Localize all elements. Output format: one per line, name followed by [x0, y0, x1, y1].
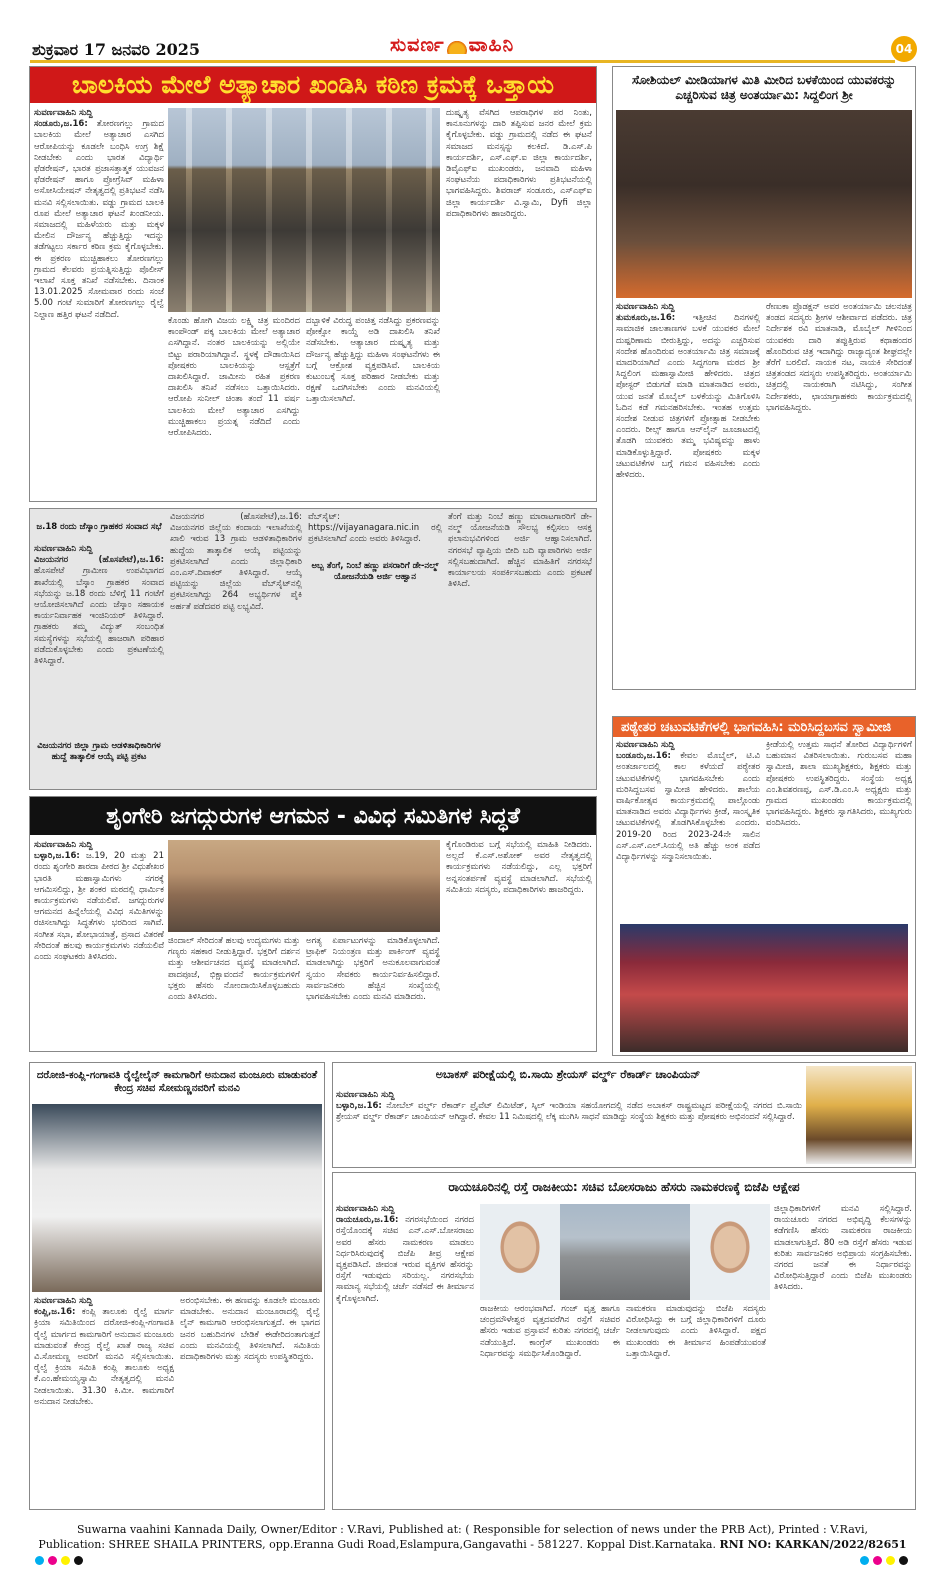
imprint-line-2	[0, 1537, 945, 1552]
yellow-dot	[61, 1556, 70, 1565]
story-2-byline: ಸುವರ್ಣವಾಹಿನಿ ಸುದ್ದಿ	[616, 302, 675, 312]
story-5-col-3	[306, 936, 440, 1048]
registration-marks-bottom	[0, 1556, 945, 1566]
school-function-photo	[620, 924, 908, 1052]
story-8-text-3: ನಾಮಕರಣ ಮಾಡುವುದನ್ನು ಬಿಜೆಪಿ ಸದಸ್ಯರು ವಿರೋಧಿಸಿದ್ದು ಈ ಬಗ್ಗೆ ಜಿಲ್ಲಾಧಿಕಾರಿಗಳಿಗೆ ದೂರು ನೀಡಲಾಗುವುದು ಎಂದು ತಿಳಿಸಿದ್ದಾರೆ. ಪಕ್ಷದ ಮುಖಂಡರು ಈ ತೀರ್ಮಾನ ಹಿಂಪಡೆಯುವಂತೆ ಒತ್ತಾಯಿಸಿದ್ದಾರೆ.	[626, 1304, 766, 1359]
story-1-col-2	[168, 316, 300, 498]
masthead	[0, 32, 945, 66]
story-1-text-4: ದುಷ್ಕೃತ್ಯ ವೆಸಗಿದ ಆಪರಾಧಿಗಳ ಪರ ನಿಂತು, ಕಾನೂನುಗಳನ್ನು ದಾರಿ ತಪ್ಪಿಸುವ ಜನರ ಮೇಲೆ ಕ್ರಮ ಕೈಗೊಳ್ಳಬೇಕು. ವಡ್ಡು ಗ್ರಾಮದಲ್ಲಿ ನಡೆದ ಈ ಘಟನೆ ಸಮಾಜದ ಮನಸ್ಸನ್ನು ಕಲಕಿದೆ. ಡಿ.ಎಸ್.ಪಿ ಕಾರ್ಯದರ್ಶಿ, ಎಸ್.ಎಫ್.ಐ ಜಿಲ್ಲಾ ಕಾರ್ಯದರ್ಶಿ, ಡಿವೈಎಫ್‌ಐ ಮುಖಂಡರು, ಜನವಾದಿ ಮಹಿಳಾ ಸಂಘಟನೆಯ ಪದಾಧಿಕಾರಿಗಳು ಪ್ರತಿಭಟನೆಯಲ್ಲಿ ಭಾಗವಹಿಸಿದ್ದರು. ಶಿವರಾಜ್ ಸಂಡೂರು, ಎಸ್‌ಎಫ್‌ಐ ಜಿಲ್ಲಾ ಕಾರ್ಯದರ್ಶಿ ವಿ.ಸ್ವಾಮಿ, Dyfi ಜಿಲ್ಲಾ ಪದಾಧಿಕಾರಿಗಳು ಹಾಜರಿದ್ದರು.	[446, 108, 592, 219]
story-5-headline: ಶೃಂಗೇರಿ ಜಗದ್ಗುರುಗಳ ಆಗಮನ - ವಿವಿಧ ಸಮಿತಿಗಳ ಸಿದ್ಧತೆ	[30, 797, 596, 835]
story-5-col-2	[168, 936, 300, 1048]
story-6-byline: ಸುವರ್ಣವಾಹಿನಿ ಸುದ್ದಿ	[34, 1296, 93, 1306]
story-7-dateline: ಬಳ್ಳಾರಿ,ಜ.16:	[336, 1101, 382, 1112]
story-8-col-1	[336, 1204, 474, 1328]
story-2-col-1	[616, 302, 760, 686]
story-4-dateline: ಬಂಡೂರು,ಜ.16:	[616, 751, 671, 762]
story-5-byline: ಸುವರ್ಣವಾಹಿನಿ ಸುದ್ದಿ	[34, 840, 93, 850]
memorandum-photo	[32, 1104, 322, 1292]
black-dot	[74, 1556, 83, 1565]
preparation-meeting-photo	[168, 840, 440, 932]
protest-photo	[168, 108, 440, 312]
story-6-text-2: ಅರಂಭಿಸಬೇಕು. ಈ ಹಣವನ್ನು ಕೂಡಲೇ ಮಂಜೂರು ಮಾಡಬೇಕು. ಅನುದಾನ ಮಂಜೂರಾದಲ್ಲಿ ರೈಲ್ವೆ ಲೈನ್ ಕಾಮಗಾರಿ ಆರಂಭಿಸಲಾಗುತ್ತದೆ. ಈ ಭಾಗದ ಜನರ ಬಹುದಿನಗಳ ಬೇಡಿಕೆ ಈಡೇರಿದಂತಾಗುತ್ತದೆ ಎಂದು ಮನವಿಯಲ್ಲಿ ತಿಳಿಸಲಾಗಿದೆ. ಸಮಿತಿಯ ಪದಾಧಿಕಾರಿಗಳು ಮತ್ತು ಸದಸ್ಯರು ಉಪಸ್ಥಿತರಿದ್ದರು.	[180, 1296, 320, 1363]
story-3-headline: ಜ.18 ರಂದು ಜೆಸ್ಕಾಂ ಗ್ರಾಹಕರ ಸಂವಾದ ಸಭೆ	[36, 521, 162, 532]
story-8-col-3	[626, 1304, 766, 1506]
story-4-col-2	[766, 740, 912, 918]
magenta-dot	[873, 1556, 882, 1565]
story-1-dateline: ಸಂಡೂರು,ಜ.16:	[34, 119, 88, 130]
story-6-dateline: ಕಂಪ್ಲಿ,ಜ.16:	[34, 1307, 76, 1318]
story-3-text-3: ವೆಬ್‌ಸೈಟ್: https://vijayanagara.nic.in ರಲ್ಲಿ ಪ್ರಕಟಿಸಲಾಗಿದೆ ಎಂದು ಅವರು ತಿಳಿಸಿದ್ದಾರೆ.	[308, 512, 442, 545]
masthead-rule	[30, 60, 895, 63]
trophy-winner-photo	[806, 1066, 912, 1164]
story-6-headline: ದರೋಜಿ-ಕಂಪ್ಲಿ-ಗಂಗಾವತಿ ರೈಲ್ವೇಲೈನ್ ಕಾಮಗಾರಿಗೆ ಅನುದಾನ ಮಂಜೂರು ಮಾಡುವಂತೆ ಕೇಂದ್ರ ಸಚಿವ ಸೋಮಣ್ಣನವರಿಗೆ ಮನವಿ	[36, 1070, 318, 1094]
story-6-col-1	[34, 1296, 174, 1506]
story-5-text-1: ಜ.19, 20 ಮತ್ತು 21 ರಂದು ಶೃಂಗೇರಿ ಶಾರದಾ ಪೀಠದ ಶ್ರೀ ವಿಧುಶೇಖರ ಭಾರತಿ ಮಹಾಸ್ವಾಮಿಗಳು ನಗರಕ್ಕೆ ಆಗಮಿಸಲಿದ್ದು, ಶ್ರೀ ಶಂಕರ ಮಠದಲ್ಲಿ ಧಾರ್ಮಿಕ ಕಾರ್ಯಕ್ರಮಗಳು ನಡೆಯಲಿವೆ. ಜಗದ್ಗುರುಗಳ ಆಗಮನದ ಹಿನ್ನೆಲೆಯಲ್ಲಿ ವಿವಿಧ ಸಮಿತಿಗಳನ್ನು ರಚಿಸಲಾಗಿದ್ದು ಸಿದ್ಧತೆಗಳು ಭರದಿಂದ ಸಾಗಿವೆ. ಸಂಗೀತ ಸಭಾ, ಶೋಭಾಯಾತ್ರೆ, ಪ್ರಸಾದ ವಿತರಣೆ ಸೇರಿದಂತೆ ಹಲವು ಕಾರ್ಯಕ್ರಮಗಳು ನಡೆಯಲಿವೆ ಎಂದು ಸಂಘಟಕರು ತಿಳಿಸಿದರು.	[34, 851, 164, 963]
logo-left: ಸುವರ್ಣ	[390, 34, 445, 56]
story-2-text-2: ರೇಣುಕಾ ಪ್ರೊಡಕ್ಷನ್ ಅವರ ಅಂತರ್ಯಾಮಿ ಚಲನಚಿತ್ರ ತಂಡದ ಸದಸ್ಯರು ಶ್ರೀಗಳ ಆಶೀರ್ವಾದ ಪಡೆದರು. ಚಿತ್ರ ನಿರ್ದೇಶಕ ರವಿ ಮಾತನಾಡಿ, ಮೊಬೈಲ್ ಗೀಳಿನಿಂದ ಯುವಕರು ದಾರಿ ತಪ್ಪುತ್ತಿರುವ ಕಥಾಹಂದರ ಹೊಂದಿರುವ ಚಿತ್ರ ಇದಾಗಿದ್ದು ರಾಜ್ಯಾದ್ಯಂತ ಶೀಘ್ರದಲ್ಲೇ ತೆರೆಗೆ ಬರಲಿದೆ. ನಾಯಕ ನಟ, ನಾಯಕಿ ಸೇರಿದಂತೆ ಚಿತ್ರತಂಡದ ಸದಸ್ಯರು ಉಪಸ್ಥಿತರಿದ್ದರು. ಅಂತರ್ಯಾಮಿ ಚಿತ್ರದಲ್ಲಿ ನಾಯಕರಾಗಿ ನಟಿಸಿದ್ದು, ಸಂಗೀತ ನಿರ್ದೇಶಕರು, ಛಾಯಾಗ್ರಾಹಕರು ಕಾರ್ಯಕ್ರಮದಲ್ಲಿ ಭಾಗವಹಿಸಿದ್ದರು.	[766, 302, 912, 413]
story-4-text-1: ಕೇವಲ ಮೊಬೈಲ್, ಟಿ.ವಿ ಅಂತರ್ಜಾಲದಲ್ಲಿ ಕಾಲ ಕಳೆಯದೆ ಪಠ್ಯೇತರ ಚಟುವಟಿಕೆಗಳಲ್ಲಿ ಭಾಗವಹಿಸಬೇಕು ಎಂದು ಮರಿಸಿದ್ದಬಸವ ಸ್ವಾಮೀಜಿ ಹೇಳಿದರು. ಶಾಲೆಯ ವಾರ್ಷಿಕೋತ್ಸವ ಕಾರ್ಯಕ್ರಮದಲ್ಲಿ ಪಾಲ್ಗೊಂಡು ಮಾತನಾಡಿದ ಅವರು ವಿದ್ಯಾರ್ಥಿಗಳು ಕ್ರೀಡೆ, ಸಾಂಸ್ಕೃತಿಕ ಚಟುವಟಿಕೆಗಳಲ್ಲಿ ತೊಡಗಿಸಿಕೊಳ್ಳಬೇಕು ಎಂದರು. 2019-20 ರಿಂದ 2023-24ನೇ ಸಾಲಿನ ಎಸ್.ಎಸ್.ಎಲ್.ಸಿಯಲ್ಲಿ ಅತಿ ಹೆಚ್ಚು ಅಂಕ ಪಡೆದ ವಿದ್ಯಾರ್ಥಿಗಳನ್ನು ಸನ್ಮಾನಿಸಲಾಯಿತು.	[616, 751, 760, 863]
story-5-col-1	[34, 840, 164, 1048]
story-3-col-1	[34, 544, 164, 730]
story-3-text-2: ವಿಜಯನಗರ (ಹೊಸಪೇಟೆ),ಜ.16: ವಿಜಯನಗರ ಜಿಲ್ಲೆಯ ಕಂದಾಯ ಇಲಾಖೆಯಲ್ಲಿ ಖಾಲಿ ಇರುವ 13 ಗ್ರಾಮ ಆಡಳಿತಾಧಿಕಾರಿಗಳ ಹುದ್ದೆಯ ತಾತ್ಕಾಲಿಕ ಆಯ್ಕೆ ಪಟ್ಟಿಯನ್ನು ಪ್ರಕಟಿಸಲಾಗಿದೆ ಎಂದು ಜಿಲ್ಲಾಧಿಕಾರಿ ಎಂ.ಎಸ್.ದಿವಾಕರ್ ತಿಳಿಸಿದ್ದಾರೆ. ಆಯ್ಕೆ ಪಟ್ಟಿಯನ್ನು ಜಿಲ್ಲೆಯ ವೆಬ್‌ಸೈಟ್‌ನಲ್ಲಿ ಪ್ರಕಟಿಸಲಾಗಿದ್ದು 264 ಅಭ್ಯರ್ಥಿಗಳ ಪೈಕಿ ಅರ್ಹತೆ ಪಡೆದವರ ಪಟ್ಟಿ ಲಭ್ಯವಿದೆ.	[170, 512, 302, 612]
story-2-text-1: ಇತ್ತೀಚಿನ ದಿನಗಳಲ್ಲಿ ಸಾಮಾಜಿಕ ಜಾಲತಾಣಗಳ ಬಳಕೆ ಯುವಕರ ಮೇಲೆ ದುಷ್ಪರಿಣಾಮ ಬೀರುತ್ತಿದ್ದು, ಅದನ್ನು ಎಚ್ಚರಿಸುವ ಸಂದೇಶ ಹೊಂದಿರುವ ಅಂತರ್ಯಾಮಿ ಚಿತ್ರ ಸಮಾಜಕ್ಕೆ ಮಾದರಿಯಾಗಿದೆ ಎಂದು ಸಿದ್ದಗಂಗಾ ಮಠದ ಶ್ರೀ ಸಿದ್ದಲಿಂಗ ಮಹಾಸ್ವಾಮೀಜಿ ಹೇಳಿದರು. ಚಿತ್ರದ ಪೋಸ್ಟರ್ ಬಿಡುಗಡೆ ಮಾಡಿ ಮಾತನಾಡಿದ ಅವರು, ಯುವ ಜನತೆ ಮೊಬೈಲ್ ಬಳಕೆಯನ್ನು ಮಿತಿಗೊಳಿಸಿ ಓದಿನ ಕಡೆ ಗಮನಹರಿಸಬೇಕು. ಇಂತಹ ಉತ್ತಮ ಸಂದೇಶ ನೀಡುವ ಚಿತ್ರಗಳಿಗೆ ಪ್ರೋತ್ಸಾಹ ನೀಡಬೇಕು ಎಂದರು. ರೀಲ್ಸ್ ಹಾಗೂ ಆನ್‌ಲೈನ್ ಜೂಜಾಟದಲ್ಲಿ ತೊಡಗಿ ಯುವಕರು ತಮ್ಮ ಭವಿಷ್ಯವನ್ನು ಹಾಳು ಮಾಡಿಕೊಳ್ಳುತ್ತಿದ್ದಾರೆ. ಪೋಷಕರು ಮಕ್ಕಳ ಚಟುವಟಿಕೆಗಳ ಬಗ್ಗೆ ಗಮನ ವಹಿಸಬೇಕು ಎಂದು ಹೇಳಿದರು.	[616, 313, 760, 481]
story-3-col-3	[308, 512, 442, 548]
story-1-byline: ಸುವರ್ಣವಾಹಿನಿ ಸುದ್ದಿ	[34, 108, 93, 118]
story-2-dateline: ತುಮಕೂರು,ಜ.16:	[616, 313, 676, 324]
imprint-line-1: Suwarna vaahini Kannada Daily, Owner/Editor : V.Ravi, Published at: ( Responsible for selection of news under the PRB Act), Printed : V.Ravi,	[76, 1523, 869, 1536]
story-3-col-2	[170, 512, 302, 786]
story-6-text-1: ಕಂಪ್ಲಿ ತಾಲೂಕು ರೈಲ್ವೆ ಮಾರ್ಗ ಕ್ರಿಯಾ ಸಮಿತಿಯಿಂದ ದರೋಜಿ-ಕಂಪ್ಲಿ-ಗಂಗಾವತಿ ರೈಲ್ವೆ ಮಾರ್ಗದ ಕಾಮಗಾರಿಗೆ ಅನುದಾನ ಮಂಜೂರು ಮಾಡುವಂತೆ ಕೇಂದ್ರ ರೈಲ್ವೆ ಖಾತೆ ರಾಜ್ಯ ಸಚಿವ ವಿ.ಸೋಮಣ್ಣ ಅವರಿಗೆ ಮನವಿ ಸಲ್ಲಿಸಲಾಯಿತು. ರೈಲ್ವೆ ಕ್ರಿಯಾ ಸಮಿತಿ ಕಂಪ್ಲಿ ತಾಲೂಕು ಅಧ್ಯಕ್ಷ ಕೆ.ಎಂ.ಹೇಮಯ್ಯಸ್ವಾಮಿ ನೇತೃತ್ವದಲ್ಲಿ ಮನವಿ ನೀಡಲಾಯಿತು. 31.30 ಕಿ.ಮೀ. ಕಾಮಗಾರಿಗೆ ಅನುದಾನ ನೀಡಬೇಕು.	[34, 1307, 174, 1407]
film-poster-launch-photo	[616, 110, 912, 298]
logo-right: ವಾಹಿನಿ	[468, 34, 515, 56]
story-3-byline: ಸುವರ್ಣವಾಹಿನಿ ಸುದ್ದಿ	[34, 544, 93, 554]
story-3-col-4	[448, 512, 592, 786]
story-1-text-1: ತೋರಣಗಲ್ಲು ಗ್ರಾಮದ ಬಾಲಕಿಯ ಮೇಲೆ ಅತ್ಯಾಚಾರ ಎಸಗಿದ ಆರೋಪಿಯನ್ನು ಕೂಡಲೇ ಬಂಧಿಸಿ ಉಗ್ರ ಶಿಕ್ಷೆ ನೀಡಬೇಕು ಎಂದು ಭಾರತ ವಿದ್ಯಾರ್ಥಿ ಫೆಡರೇಷನ್, ಭಾರತ ಪ್ರಜಾಸತ್ತಾತ್ಮಕ ಯುವಜನ ಫೆಡರೇಷನ್ ಹಾಗೂ ಪ್ರೋಗ್ರೆಸಿವ್ ಮಹಿಳಾ ಅಸೋಸಿಯೇಷನ್ ನೇತೃತ್ವದಲ್ಲಿ ಪ್ರತಿಭಟನೆ ನಡೆಸಿ ಮನವಿ ಸಲ್ಲಿಸಲಾಯಿತು. ವಡ್ಡು ಗ್ರಾಮದ ಬಾಲಕಿ ರೂಪ ಮೇಲೆ ಅತ್ಯಾಚಾರ ಘಟನೆ ಖಂಡನೀಯ. ಸಮಾಜದಲ್ಲಿ ಮಹಿಳೆಯರು ಮತ್ತು ಮಕ್ಕಳ ಮೇಲಿನ ದೌರ್ಜನ್ಯ ಹೆಚ್ಚುತ್ತಿದ್ದು ಇದನ್ನು ತಡೆಗಟ್ಟಲು ಸರ್ಕಾರ ಕಠಿಣ ಕ್ರಮ ಕೈಗೊಳ್ಳಬೇಕು. ಈ ಪ್ರಕರಣ ಮುಚ್ಚಿಹಾಕಲು ತೋರಣಗಲ್ಲು ಗ್ರಾಮದ ಕೆಲವರು ಪ್ರಯತ್ನಿಸುತ್ತಿದ್ದು ಪೊಲೀಸ್ ಇಲಾಖೆ ಸೂಕ್ತ ತನಿಖೆ ನಡೆಸಬೇಕು. ದಿನಾಂಕ 13.01.2025 ಸೋಮವಾರ ರಂದು ಸಂಜೆ 5.00 ಗಂಟೆ ಸುಮಾರಿಗೆ ತೋರಣಗಲ್ಲು ರೈಲ್ವೆ ನಿಲ್ದಾಣ ಹತ್ತಿರ ಘಟನೆ ನಡೆದಿದೆ.	[34, 119, 164, 320]
story-8-text-1: ನಗರಸಭೆಯಿಂದ ನಗರದ ರಸ್ತೆಯೊಂದಕ್ಕೆ ಸಚಿವ ಎನ್.ಎಸ್.ಬೋಸರಾಜು ಅವರ ಹೆಸರು ನಾಮಕರಣ ಮಾಡಲು ನಿರ್ಧರಿಸಿರುವುದಕ್ಕೆ ಬಿಜೆಪಿ ತೀವ್ರ ಆಕ್ಷೇಪ ವ್ಯಕ್ತಪಡಿಸಿದೆ. ಜೀವಂತ ಇರುವ ವ್ಯಕ್ತಿಗಳ ಹೆಸರನ್ನು ರಸ್ತೆಗೆ ಇಡುವುದು ಸರಿಯಲ್ಲ. ನಗರಸಭೆಯ ಸಾಮಾನ್ಯ ಸಭೆಯಲ್ಲಿ ಚರ್ಚೆ ನಡೆಸದೆ ಈ ತೀರ್ಮಾನ ಕೈಗೊಳ್ಳಲಾಗಿದೆ.	[336, 1215, 474, 1304]
cyan-dot	[35, 1556, 44, 1565]
story-7-byline: ಸುವರ್ಣವಾಹಿನಿ ಸುದ್ದಿ	[336, 1090, 395, 1100]
page-number: 04	[891, 36, 917, 62]
story-5-text-2: ಜಿಂದಾಲ್ ಸೇರಿದಂತೆ ಹಲವು ಉದ್ಯಮಗಳು ಮತ್ತು ಗಣ್ಯರು ಸಹಕಾರ ನೀಡುತ್ತಿದ್ದಾರೆ. ಭಕ್ತರಿಗೆ ದರ್ಶನ ಮತ್ತು ಆಶೀರ್ವಚನದ ವ್ಯವಸ್ಥೆ ಮಾಡಲಾಗಿದೆ. ಪಾದಪೂಜೆ, ಭಿಕ್ಷಾವಂದನೆ ಕಾರ್ಯಕ್ರಮಗಳಿಗೆ ಭಕ್ತರು ಹೆಸರು ನೋಂದಾಯಿಸಿಕೊಳ್ಳಬಹುದು ಎಂದು ತಿಳಿಸಿದರು.	[168, 936, 300, 1003]
black-dot	[899, 1556, 908, 1565]
story-6-col-2	[180, 1296, 320, 1506]
story-2-col-2	[766, 302, 912, 686]
story-7-col-1	[336, 1090, 802, 1164]
magenta-dot	[48, 1556, 57, 1565]
story-1-col-1	[34, 108, 164, 498]
story-3-sub-headline: ಅಬ್ಬ ತೆಂಗೆ, ನಿಂಬೆ ಹಣ್ಣು ಪಸರಾರಿಗೆ ಡೇ-ನಲ್ಮ್ ಯೋಜನೆಯಡಿ ಅರ್ಜಿ ಆಹ್ವಾನ	[311, 561, 439, 582]
story-8-headline: ರಾಯಚೂರಿನಲ್ಲಿ ರಸ್ತೆ ರಾಜಕೀಯ: ಸಚಿವ ಬೋಸರಾಜು ಹೆಸರು ನಾಮಕರಣಕ್ಕೆ ಬಿಜೆಪಿ ಆಕ್ಷೇಪ	[448, 1179, 800, 1194]
story-3-headline-2: ವಿಜಯನಗರ ಜಿಲ್ಲಾ ಗ್ರಾಮ ಆಡಳಿತಾಧಿಕಾರಿಗಳ ಹುದ್ದೆ ತಾತ್ಕಾಲಿಕ ಆಯ್ಕೆ ಪಟ್ಟಿ ಪ್ರಕಟ	[37, 741, 161, 762]
cyan-dot	[860, 1556, 869, 1565]
story-4-text-2: ಕ್ರೀಡೆಯಲ್ಲಿ ಉತ್ತಮ ಸಾಧನೆ ತೋರಿದ ವಿದ್ಯಾರ್ಥಿಗಳಿಗೆ ಬಹುಮಾನ ವಿತರಿಸಲಾಯಿತು. ಗುರುಬಸವ ಮಹಾ ಸ್ವಾಮೀಜಿ, ಶಾಲಾ ಮುಖ್ಯಶಿಕ್ಷಕರು, ಶಿಕ್ಷಕರು ಮತ್ತು ಪೋಷಕರು ಉಪಸ್ಥಿತರಿದ್ದರು. ಸಂಸ್ಥೆಯ ಅಧ್ಯಕ್ಷ ಎಂ.ಶಿವಶರಣಪ್ಪ, ಎಸ್.ಡಿ.ಎಂ.ಸಿ ಅಧ್ಯಕ್ಷರು ಮತ್ತು ಗ್ರಾಮದ ಮುಖಂಡರು ಕಾರ್ಯಕ್ರಮದಲ್ಲಿ ಭಾಗವಹಿಸಿದ್ದರು. ಶಿಕ್ಷಕರು ಸ್ವಾಗತಿಸಿದರು, ಮುಖ್ಯಗುರು ವಂದಿಸಿದರು.	[766, 740, 912, 829]
sun-icon	[447, 38, 467, 54]
story-1-col-3	[306, 316, 440, 498]
road-photo	[560, 1204, 690, 1300]
story-7-text-1: ನೋಬೆಲ್ ವರ್ಲ್ಡ್ ರೆಕಾರ್ಡ್ ಪ್ರೈವೆಟ್ ಲಿಮಿಟೆಡ್, ಸ್ಕಿಲ್ ಇಂಡಿಯಾ ಸಹಯೋಗದಲ್ಲಿ ನಡೆದ ಅಬಾಕಸ್ ರಾಷ್ಟ್ರಮಟ್ಟದ ಪರೀಕ್ಷೆಯಲ್ಲಿ ನಗರದ ಬಿ.ಸಾಯಿ ಶ್ರೇಯಸ್ ವರ್ಲ್ಡ್ ರೆಕಾರ್ಡ್ ಚಾಂಪಿಯನ್ ಆಗಿದ್ದಾರೆ. ಕೇವಲ 11 ನಿಮಿಷದಲ್ಲಿ ಲೆಕ್ಕ ಮುಗಿಸಿ ಸಾಧನೆ ಮಾಡಿದ್ದು ಸಂಸ್ಥೆಯ ಶಿಕ್ಷಕರು ಮತ್ತು ಪೋಷಕರು ಅಭಿನಂದನೆ ಸಲ್ಲಿಸಿದ್ದಾರೆ.	[336, 1101, 802, 1123]
story-8-byline: ಸುವರ್ಣವಾಹಿನಿ ಸುದ್ದಿ	[336, 1204, 395, 1214]
issue-date: ಶುಕ್ರವಾರ 17 ಜನವರಿ 2025	[32, 40, 200, 59]
story-5-text-4: ಕೈಗೊಂಡಿರುವ ಬಗ್ಗೆ ಸಭೆಯಲ್ಲಿ ಮಾಹಿತಿ ನೀಡಿದರು. ಅಲ್ಲದೆ ಕೆ.ಎಸ್.ಅಶೋಕ್ ಅವರ ನೇತೃತ್ವದಲ್ಲಿ ಕಾರ್ಯಕ್ರಮಗಳು ನಡೆಯಲಿದ್ದು, ಎಲ್ಲ ಭಕ್ತರಿಗೆ ಅನ್ನಸಂತರ್ಪಣೆ ವ್ಯವಸ್ಥೆ ಮಾಡಲಾಗಿದೆ. ಸಭೆಯಲ್ಲಿ ಸಮಿತಿಯ ಸದಸ್ಯರು, ಪದಾಧಿಕಾರಿಗಳು ಹಾಜರಿದ್ದರು.	[446, 840, 592, 895]
story-3-text-1: ಹೊಸಪೇಟೆ ಗ್ರಾಮೀಣ ಉಪವಿಭಾಗದ ಶಾಖೆಯಲ್ಲಿ ಬೆಸ್ಕಾಂ ಗ್ರಾಹಕರ ಸಂವಾದ ಸಭೆಯನ್ನು ಜ.18 ರಂದು ಬೆಳಿಗ್ಗೆ 11 ಗಂಟೆಗೆ ಆಯೋಜಿಸಲಾಗಿದೆ ಎಂದು ಜೆಸ್ಕಾಂ ಸಹಾಯಕ ಕಾರ್ಯನಿರ್ವಾಹಕ ಇಂಜಿನಿಯರ್ ತಿಳಿಸಿದ್ದಾರೆ. ಗ್ರಾಹಕರು ತಮ್ಮ ವಿದ್ಯುತ್ ಸಂಬಂಧಿತ ಸಮಸ್ಯೆಗಳನ್ನು ಸಭೆಯಲ್ಲಿ ಹಾಜರಾಗಿ ಪರಿಹಾರ ಪಡೆದುಕೊಳ್ಳಬೇಕು ಎಂದು ಪ್ರಕಟಣೆಯಲ್ಲಿ ತಿಳಿಸಿದ್ದಾರೆ.	[34, 566, 164, 667]
story-5-col-4	[446, 840, 592, 1048]
story-5-dateline: ಬಳ್ಳಾರಿ,ಜ.16:	[34, 851, 80, 862]
story-1-headline: ಬಾಲಕಿಯ ಮೇಲೆ ಅತ್ಯಾಚಾರ ಖಂಡಿಸಿ ಕಠಿಣ ಕ್ರಮಕ್ಕೆ ಒತ್ತಾಯ	[30, 67, 596, 103]
story-4-byline: ಸುವರ್ಣವಾಹಿನಿ ಸುದ್ದಿ	[616, 740, 675, 750]
story-4-col-1	[616, 740, 760, 918]
imprint-footer	[0, 1522, 945, 1552]
minister-portrait-photo	[480, 1204, 560, 1300]
story-8-col-4	[774, 1204, 912, 1506]
story-3-dateline: ವಿಜಯನಗರ (ಹೊಸಪೇಟೆ),ಜ.16:	[34, 555, 164, 566]
story-8-dateline: ರಾಯಚೂರು,ಜ.16:	[336, 1215, 399, 1226]
story-1-text-2: ಕೊಂಡು ಹೋಗಿ ವಿಜಯ ಲಕ್ಷ್ಮಿ ಚಿತ್ರ ಮಂದಿರದ ಕಾಂಪೌಂಡ್ ಪಕ್ಕ ಬಾಲಕಿಯ ಮೇಲೆ ಅತ್ಯಾಚಾರ ಎಸಗಿದ್ದಾನೆ. ನಂತರ ಬಾಲಕಿಯನ್ನು ಅಲ್ಲಿಯೇ ಬಿಟ್ಟು ಪರಾರಿಯಾಗಿದ್ದಾನೆ. ಸ್ಥಳಕ್ಕೆ ದೌಡಾಯಿಸಿದ ಪೋಷಕರು ಬಾಲಕಿಯನ್ನು ಆಸ್ಪತ್ರೆಗೆ ದಾಖಲಿಸಿದ್ದಾರೆ. ಜಾಮೀನು ರಹಿತ ಪ್ರಕರಣ ದಾಖಲಿಸಿ ತನಿಖೆ ನಡೆಸಲು ಒತ್ತಾಯಿಸಿದರು. ಆರೋಪಿ ಸುನೀಲ್ ಚಿಂತಾ ತಂದೆ 11 ವರ್ಷ ಬಾಲಕಿಯ ಮೇಲೆ ಅತ್ಯಾಚಾರ ಎಸಗಿದ್ದು ಮುಚ್ಚಿಹಾಕಲು ಪ್ರಯತ್ನ ನಡೆದಿದೆ ಎಂದು ಆರೋಪಿಸಿದರು.	[168, 316, 300, 439]
story-7-headline: ಅಬಾಕಸ್ ಪರೀಕ್ಷೆಯಲ್ಲಿ ಬಿ.ಸಾಯಿ ಶ್ರೇಯಸ್ ವರ್ಲ್ಡ್ ರೆಕಾರ್ಡ್ ಚಾಂಪಿಯನ್	[435, 1068, 701, 1081]
imprint-address: Publication: SHREE SHAILA PRINTERS, opp.Eranna Gudi Road,Eslampura,Gangavathi - 581227. Koppal Dist.Karnataka.	[38, 1538, 716, 1551]
story-8-col-2	[480, 1304, 620, 1506]
story-4-headline: ಪಠ್ಯೇತರ ಚಟುವಟಿಕೆಗಳಲ್ಲಿ ಭಾಗವಹಿಸಿ: ಮರಿಸಿದ್ದಬಸವ ಸ್ವಾಮೀಜಿ	[613, 717, 915, 737]
story-1-col-4	[446, 108, 592, 498]
story-5-text-3: ಅಗತ್ಯ ಏರ್ಪಾಟುಗಳನ್ನು ಮಾಡಿಕೊಳ್ಳಲಾಗಿದೆ. ಟ್ರಾಫಿಕ್ ನಿಯಂತ್ರಣ ಮತ್ತು ಪಾರ್ಕಿಂಗ್ ವ್ಯವಸ್ಥೆ ಮಾಡಲಾಗಿದ್ದು ಭಕ್ತರಿಗೆ ಅನುಕೂಲವಾಗುವಂತೆ ಸ್ವಯಂ ಸೇವಕರು ಕಾರ್ಯನಿರ್ವಹಿಸಲಿದ್ದಾರೆ. ಸಾರ್ವಜನಿಕರು ಹೆಚ್ಚಿನ ಸಂಖ್ಯೆಯಲ್ಲಿ ಭಾಗವಹಿಸಬೇಕು ಎಂದು ಮನವಿ ಮಾಡಿದರು.	[306, 936, 440, 1003]
bjp-leader-portrait-photo	[690, 1204, 770, 1300]
story-2-headline: ಸೋಶಿಯಲ್ ಮೀಡಿಯಾಗಳ ಮಿತಿ ಮೀರಿದ ಬಳಕೆಯಿಂದ ಯುವಕರನ್ನು ಎಚ್ಚರಿಸುವ ಚಿತ್ರ ಅಂತರ್ಯಾಮಿ: ಸಿದ್ದಲಿಂಗ ಶ್ರೀ	[631, 73, 897, 102]
newspaper-logo	[390, 34, 514, 56]
yellow-dot	[886, 1556, 895, 1565]
story-8-text-4: ಜಿಲ್ಲಾಧಿಕಾರಿಗಳಿಗೆ ಮನವಿ ಸಲ್ಲಿಸಿದ್ದಾರೆ. ರಾಯಚೂರು ನಗರದ ಅಭಿವೃದ್ಧಿ ಕೆಲಸಗಳನ್ನು ಕಡೆಗಣಿಸಿ ಹೆಸರು ನಾಮಕರಣ ರಾಜಕೀಯ ಮಾಡಲಾಗುತ್ತಿದೆ. 80 ಅಡಿ ರಸ್ತೆಗೆ ಹೆಸರು ಇಡುವ ಕುರಿತು ಸಾರ್ವಜನಿಕರ ಅಭಿಪ್ರಾಯ ಸಂಗ್ರಹಿಸಬೇಕು. ನಗರದ ಜನತೆ ಈ ನಿರ್ಧಾರವನ್ನು ವಿರೋಧಿಸುತ್ತಿದ್ದಾರೆ ಎಂದು ಬಿಜೆಪಿ ಮುಖಂಡರು ತಿಳಿಸಿದರು.	[774, 1204, 912, 1293]
story-3-text-4: ತೆಂಗೆ ಮತ್ತು ನಿಂಬೆ ಹಣ್ಣು ಮಾರಾಟಗಾರರಿಗೆ ಡೇ-ನಲ್ಮ್ ಯೋಜನೆಯಡಿ ಸೌಲಭ್ಯ ಕಲ್ಪಿಸಲು ಆಸಕ್ತ ಫಲಾನುಭವಿಗಳಿಂದ ಅರ್ಜಿ ಆಹ್ವಾನಿಸಲಾಗಿದೆ. ನಗರಸಭೆ ವ್ಯಾಪ್ತಿಯ ಬೀದಿ ಬದಿ ವ್ಯಾಪಾರಿಗಳು ಅರ್ಜಿ ಸಲ್ಲಿಸಬಹುದಾಗಿದೆ. ಹೆಚ್ಚಿನ ಮಾಹಿತಿಗೆ ನಗರಸಭೆ ಕಾರ್ಯಾಲಯ ಸಂಪರ್ಕಿಸಬಹುದು ಎಂದು ಪ್ರಕಟಣೆ ತಿಳಿಸಿದೆ.	[448, 512, 592, 590]
story-8-text-2: ರಾಜಕೀಯ ಆರಂಭವಾಗಿದೆ. ಗಂಜ್ ವೃತ್ತ ಹಾಗೂ ಚಂದ್ರಮೌಳೇಶ್ವರ ವೃತ್ತದವರೆಗಿನ ರಸ್ತೆಗೆ ಸಚಿವರ ಹೆಸರು ಇಡುವ ಪ್ರಸ್ತಾವನೆ ಕುರಿತು ನಗರದಲ್ಲಿ ಚರ್ಚೆ ನಡೆಯುತ್ತಿದೆ. ಕಾಂಗ್ರೆಸ್ ಮುಖಂಡರು ಈ ನಿರ್ಧಾರವನ್ನು ಸಮರ್ಥಿಸಿಕೊಂಡಿದ್ದಾರೆ.	[480, 1304, 620, 1359]
rni-number: RNI NO: KARKAN/2022/82651	[719, 1538, 907, 1551]
story-1-text-3: ದಬ್ಬಾಳಿಕೆ ವಿರುದ್ಧ ಪಂಚಿತ್ತ ನಡೆಸಿದ್ದು ಪ್ರಕರಣವನ್ನು ಪೋಕ್ಸೋ ಕಾಯ್ದೆ ಅಡಿ ದಾಖಲಿಸಿ ತನಿಖೆ ನಡೆಸಬೇಕು. ಆತ್ಯಾಚಾರ ದುಷ್ಕೃತ್ಯ ಮತ್ತು ದೌರ್ಜನ್ಯ ಹೆಚ್ಚುತ್ತಿದ್ದು ಮಹಿಳಾ ಸಂಘಟನೆಗಳು ಈ ಬಗ್ಗೆ ಆಕ್ರೋಶ ವ್ಯಕ್ತಪಡಿಸಿವೆ. ಬಾಲಕಿಯ ಕುಟುಂಬಕ್ಕೆ ಸೂಕ್ತ ಪರಿಹಾರ ನೀಡಬೇಕು ಮತ್ತು ರಕ್ಷಣೆ ಒದಗಿಸಬೇಕು ಎಂದು ಮನವಿಯಲ್ಲಿ ಒತ್ತಾಯಿಸಲಾಗಿದೆ.	[306, 316, 440, 405]
